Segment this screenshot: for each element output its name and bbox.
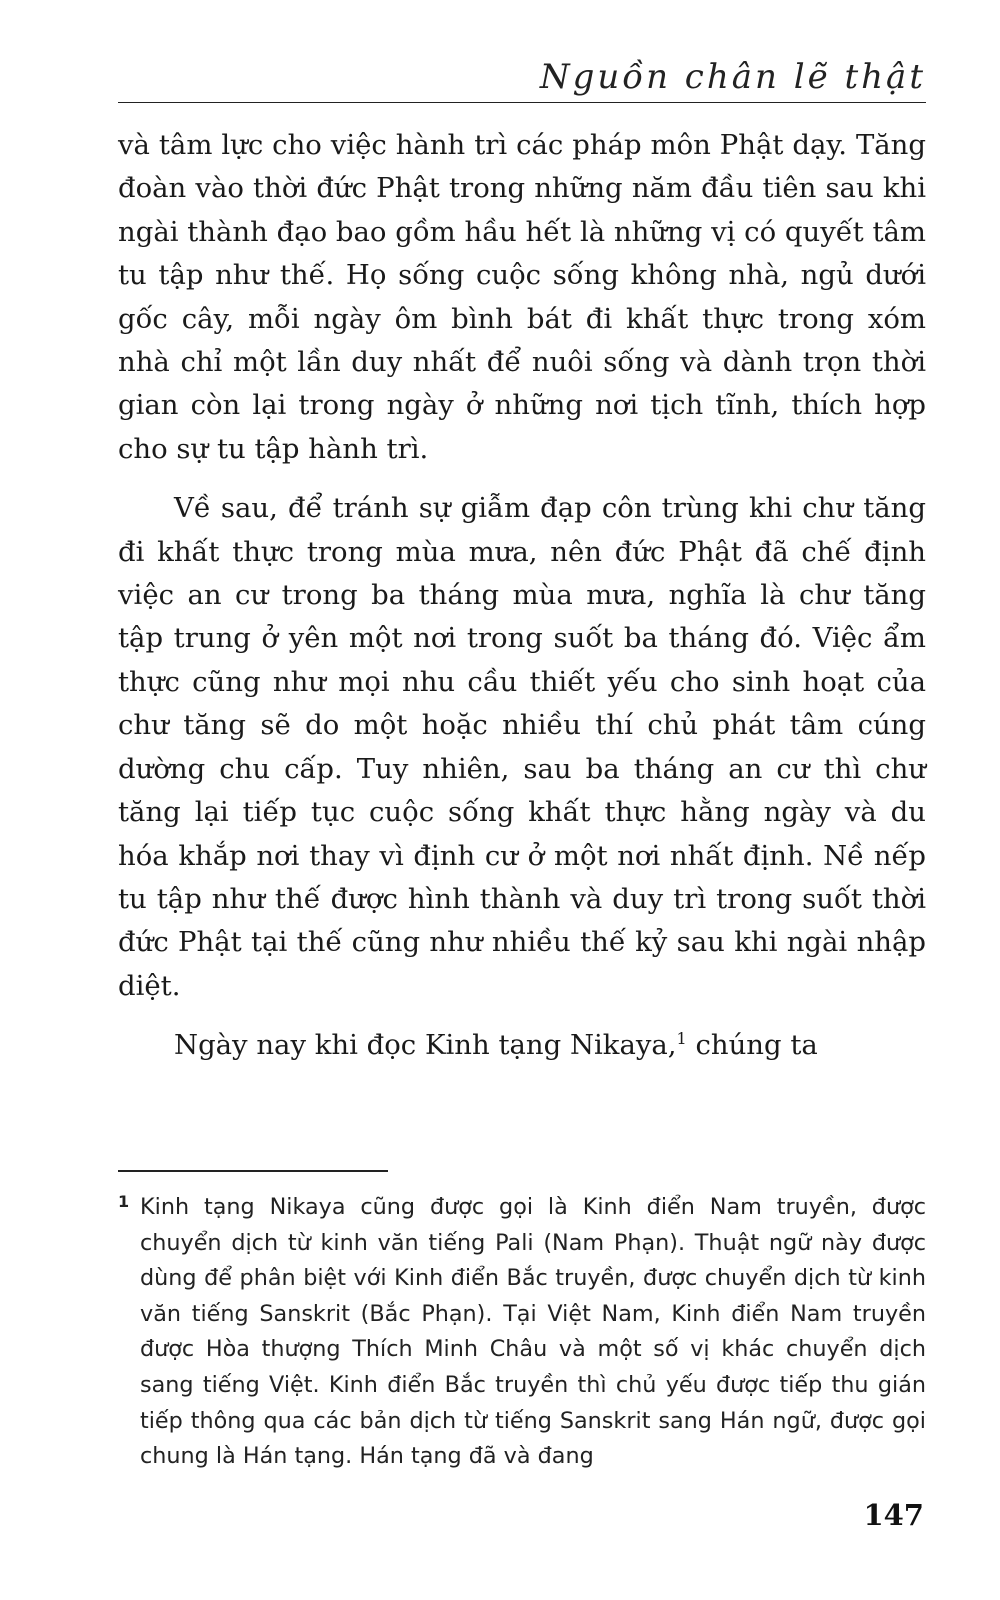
paragraph-1: và tâm lực cho việc hành trì các pháp môn Phật dạy. Tăng đoàn vào thời đức Phật trong những năm đầu tiên sau khi ngài thành đạo bao gồm hầu hết là những vị có quyết tâm tu tập như thế. Họ sống cuộc sống không nhà, ngủ dưới gốc cây, mỗi ngày ôm bình bát đi khất thực trong xóm nhà chỉ một lần duy nhất để nuôi sống và dành trọn thời gian còn lại trong ngày ở những nơi tịch tĩnh, thích hợp cho sự tu tập hành trì. (118, 129, 926, 465)
footnote-reference[interactable]: 1 (676, 1029, 687, 1049)
page-number: 147 (863, 1498, 924, 1532)
footnote-number: 1 (118, 1192, 130, 1211)
footnote-separator (118, 1170, 388, 1172)
footnote-text: Kinh tạng Nikaya cũng được gọi là Kinh điển Nam truyền, được chuyển dịch từ kinh văn tiếng Pali (Nam Phạn). Thuật ngữ này được dùng để phân biệt với Kinh điển Bắc truyền, được chuyển dịch từ kinh văn tiếng Sanskrit (Bắc Phạn). Tại Việt Nam, Kinh điển Nam truyền được Hòa thượng Thích Minh Châu và một số vị khác chuyển dịch sang tiếng Việt. Kinh điển Bắc truyền thì chủ yếu được tiếp thu gián tiếp thông qua các bản dịch từ tiếng Sanskrit sang Hán ngữ, được gọi chung là Hán tạng. Hán tạng đã và đang (140, 1194, 926, 1470)
paragraph-2: Về sau, để tránh sự giẫm đạp côn trùng khi chư tăng đi khất thực trong mùa mưa, nên đức Phật đã chế định việc an cư trong ba tháng mùa mưa, nghĩa là chư tăng tập trung ở yên một nơi trong suốt ba tháng đó. Việc ẩm thực cũng như mọi nhu cầu thiết yếu cho sinh hoạt của chư tăng sẽ do một hoặc nhiều thí chủ phát tâm cúng dường chu cấp. Tuy nhiên, sau ba tháng an cư thì chư tăng lại tiếp tục cuộc sống khất thực hằng ngày và du hóa khắp nơi thay vì định cư ở một nơi nhất định. Nề nếp tu tập như thế được hình thành và duy trì trong suốt thời đức Phật tại thế cũng như nhiều thế kỷ sau khi ngài nhập diệt. (118, 492, 926, 1002)
footnote (118, 1190, 926, 1475)
running-title: Nguồn chân lẽ thật (539, 57, 926, 97)
running-header (118, 52, 926, 103)
paragraph-3 (118, 1024, 926, 1067)
main-text (118, 124, 926, 1068)
paragraph-3-continuation: chúng ta (686, 1029, 818, 1062)
paragraph-3-text: Ngày nay khi đọc Kinh tạng Nikaya, (174, 1029, 677, 1062)
